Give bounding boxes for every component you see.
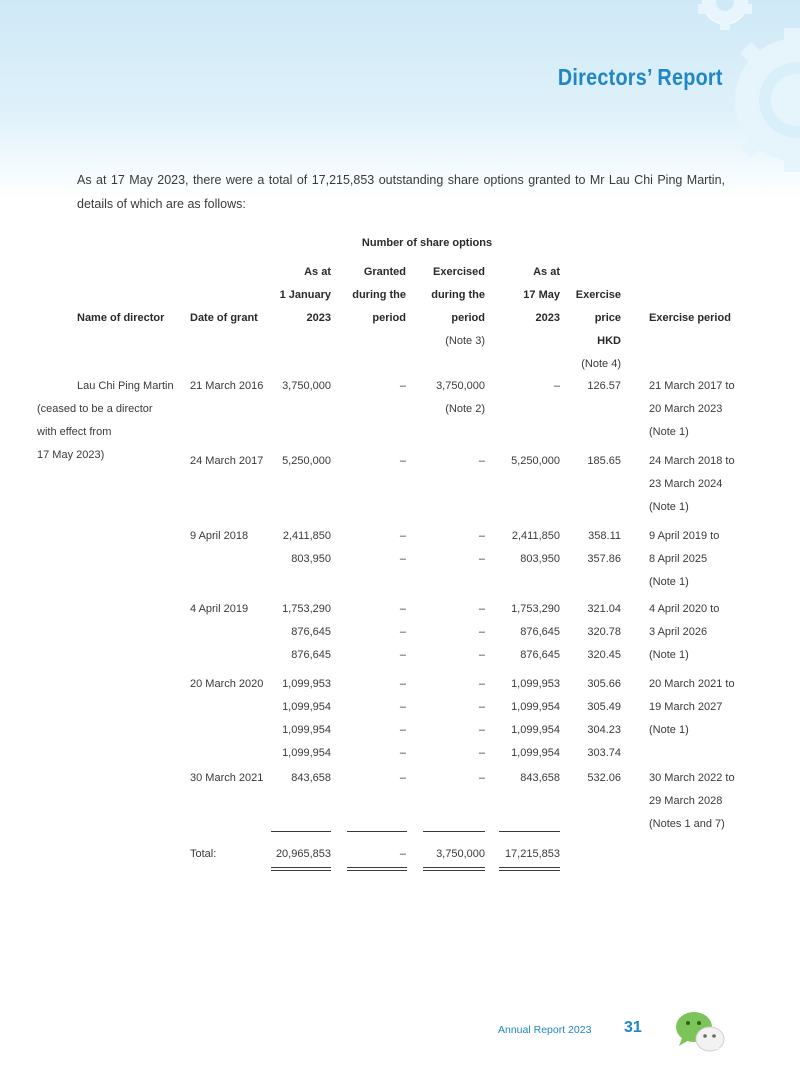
cell-granted: – [399,701,406,713]
cell-price: 305.66 [587,678,621,690]
cell-price: 305.49 [587,701,621,713]
exercise-period: 23 March 2024 [649,478,723,490]
cell-exercised: – [478,649,485,661]
grant-date: 21 March 2016 [190,380,264,392]
cell-may: 1,099,954 [511,701,560,713]
exercise-period: (Note 1) [649,501,689,513]
cell-price: 303.74 [587,747,621,759]
director-note: (ceased to be a director [37,403,153,415]
cell-granted: – [399,649,406,661]
exercise-period: (Note 1) [649,426,689,438]
cell-may: 843,658 [520,772,560,784]
cell-price: 304.23 [587,724,621,736]
total-label: Total: [190,848,217,860]
cell-price: 320.78 [587,626,621,638]
exercise-period: (Notes 1 and 7) [649,818,725,830]
cell-price: 532.06 [587,772,621,784]
cell-may: 1,099,954 [511,747,560,759]
cell-price: 185.65 [587,455,621,467]
cell-granted: – [399,626,406,638]
cell-granted: – [399,678,406,690]
grant-date: 4 April 2019 [190,603,249,615]
cell-granted: – [399,603,406,615]
exercise-period: 30 March 2022 to [649,772,735,784]
total-exercised: 3,750,000 [436,848,485,860]
cell-exercised-note: (Note 2) [445,403,485,415]
cell-exercised: – [478,772,485,784]
total-jan: 20,965,853 [275,848,331,860]
director-note: 17 May 2023) [37,449,105,461]
cell-exercised: – [478,678,485,690]
cell-granted: – [399,772,406,784]
cell-exercised: – [478,455,485,467]
column-header-price: Exercise [575,289,621,301]
exercise-period: (Note 1) [649,576,689,588]
column-header-exercised: period [451,312,485,324]
total-rule-top [423,831,485,832]
column-header-price: (Note 4) [581,358,621,370]
column-header-price: HKD [597,335,621,347]
cell-may: – [553,380,560,392]
total-rule-double [347,870,407,871]
exercise-period: 3 April 2026 [649,626,708,638]
cell-granted: – [399,747,406,759]
column-header-exercised: Exercised [433,266,485,278]
page-title: Directors’ Report [558,64,723,90]
cell-may: 1,099,953 [511,678,560,690]
total-rule-double [423,870,485,871]
cell-jan: 1,099,954 [282,747,331,759]
cell-exercised: 3,750,000 [436,380,485,392]
column-header-may: 2023 [535,312,560,324]
cell-jan: 803,950 [291,553,331,565]
cell-exercised: – [478,701,485,713]
total-rule-top [271,831,331,832]
page-number: 31 [624,1019,642,1036]
cell-may: 1,099,954 [511,724,560,736]
grant-date: 30 March 2021 [190,772,264,784]
cell-granted: – [399,724,406,736]
exercise-period: 4 April 2020 to [649,603,720,615]
column-header-date: Date of grant [190,312,258,324]
cell-exercised: – [478,530,485,542]
column-header-granted: period [372,312,406,324]
cell-jan: 3,750,000 [282,380,331,392]
exercise-period: 19 March 2027 [649,701,723,713]
grant-date: 20 March 2020 [190,678,264,690]
cell-jan: 876,645 [291,649,331,661]
cell-price: 357.86 [587,553,621,565]
cell-jan: 1,099,953 [282,678,331,690]
cell-may: 1,753,290 [511,603,560,615]
footer-report-name: Annual Report 2023 [498,1024,592,1036]
total-rule-double [347,867,407,868]
cell-may: 5,250,000 [511,455,560,467]
cell-may: 876,645 [520,649,560,661]
column-header-granted: Granted [363,266,406,278]
column-header-exercised: during the [431,289,485,301]
cell-granted: – [399,553,406,565]
column-header-jan: 2023 [306,312,331,324]
chat-bubbles-icon [674,1010,726,1054]
exercise-period: 24 March 2018 to [649,455,735,467]
total-rule-double [271,870,331,871]
column-header-jan: 1 January [279,289,331,301]
cell-exercised: – [478,626,485,638]
cell-price: 358.11 [588,530,621,542]
cell-jan: 843,658 [291,772,331,784]
column-header-may: 17 May [523,289,560,301]
cell-jan: 1,099,954 [282,701,331,713]
exercise-period: 21 March 2017 to [649,380,735,392]
grant-date: 9 April 2018 [190,530,249,542]
column-header-exercised: (Note 3) [445,335,485,347]
cell-price: 126.57 [587,380,621,392]
column-header-may: As at [533,266,560,278]
cell-exercised: – [478,603,485,615]
cell-granted: – [399,380,406,392]
cell-price: 320.45 [587,649,621,661]
exercise-period: (Note 1) [649,724,689,736]
cell-may: 2,411,850 [511,530,560,542]
cell-price: 321.04 [587,603,621,615]
cell-exercised: – [478,747,485,759]
column-header-period: Exercise period [649,312,731,324]
column-header-granted: during the [352,289,406,301]
cell-exercised: – [478,553,485,565]
cell-granted: – [399,455,406,467]
column-header-jan: As at [304,266,331,278]
grant-date: 24 March 2017 [190,455,264,467]
cell-jan: 876,645 [291,626,331,638]
column-header-name: Name of director [77,312,165,324]
group-header: Number of share options [361,237,493,249]
total-rule-double [499,870,560,871]
total-rule-double [499,867,560,868]
cell-jan: 1,753,290 [282,603,331,615]
column-header-price: price [594,312,621,324]
cell-jan: 1,099,954 [282,724,331,736]
cell-may: 803,950 [520,553,560,565]
director-note: with effect from [37,426,112,438]
exercise-period: 20 March 2021 to [649,678,735,690]
total-may: 17,215,853 [504,848,560,860]
total-rule-double [423,867,485,868]
cell-may: 876,645 [520,626,560,638]
exercise-period: 9 April 2019 to [649,530,720,542]
director-name: Lau Chi Ping Martin [77,380,174,392]
exercise-period: 29 March 2028 [649,795,723,807]
total-rule-top [347,831,407,832]
exercise-period: (Note 1) [649,649,689,661]
total-rule-double [271,867,331,868]
total-granted: – [399,848,406,860]
intro-paragraph: As at 17 May 2023, there were a total of 17,215,853 outstanding share options granted to Mr Lau Chi Ping Martin, details of which are as follows: [77,173,725,211]
exercise-period: 20 March 2023 [649,403,723,415]
total-rule-top [499,831,560,832]
exercise-period: 8 April 2025 [649,553,708,565]
cell-jan: 5,250,000 [282,455,331,467]
cell-jan: 2,411,850 [282,530,331,542]
cell-exercised: – [478,724,485,736]
cell-granted: – [399,530,406,542]
